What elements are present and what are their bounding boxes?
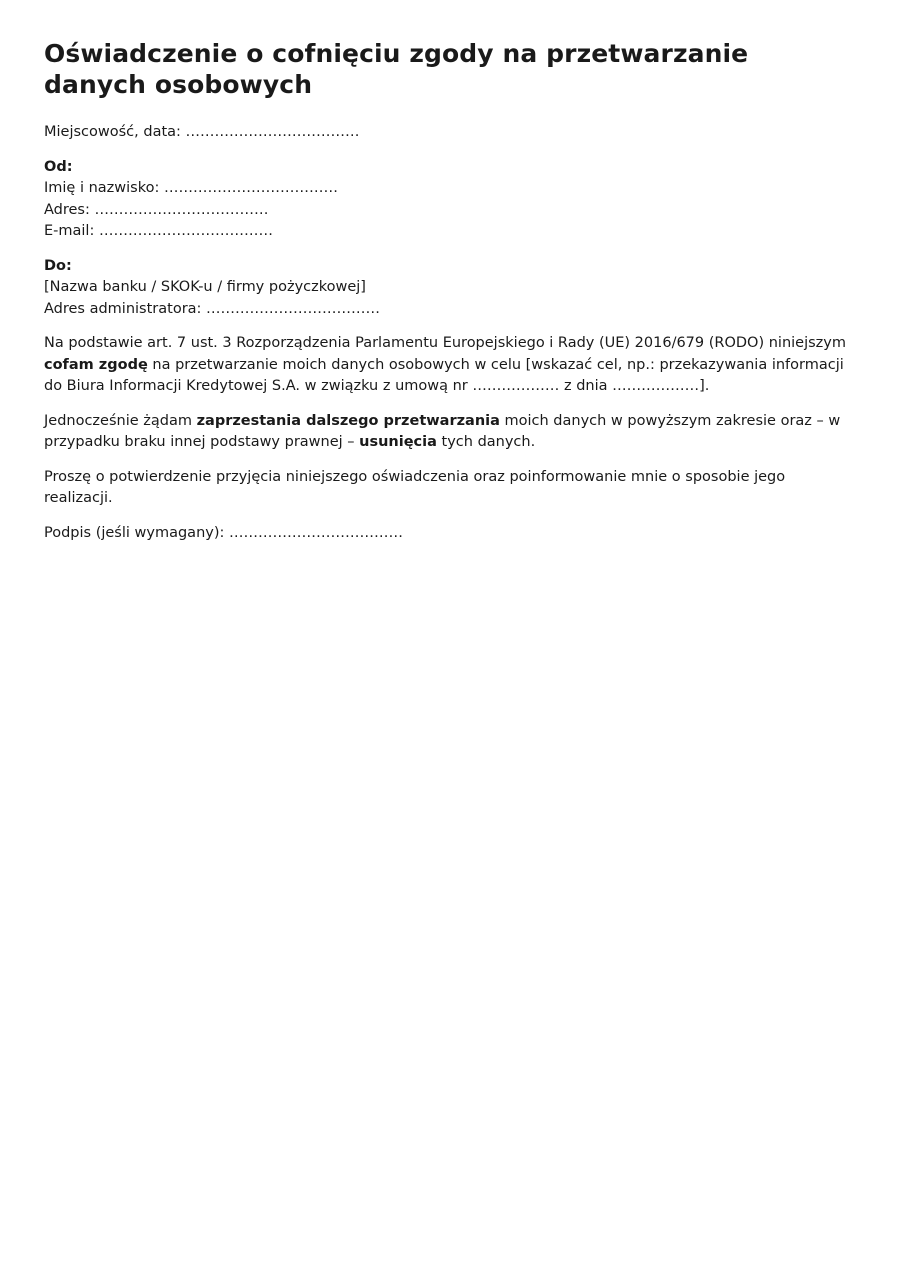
recipient-block [44,256,856,321]
demand-text-after: tych danych. [436,434,536,450]
demand-text-bold-delete: usunięcia [359,434,437,450]
demand-text-middle: moich danych w powyższym zakresie oraz – w przypadku braku innej podstawy prawnej – [44,412,841,450]
sender-name-line: Imię i nazwisko: ……………………………… [44,180,338,196]
recipient-address-line: Adres administratora: ……………………………… [44,300,381,317]
sender-email-line: E-mail: ……………………………… [44,223,273,239]
sender-block [44,157,856,243]
recipient-label: Do: [44,257,72,274]
recipient-name-line: [Nazwa banku / SKOK-u / firmy pożyczkowej] [44,279,366,295]
confirmation-request-paragraph: Proszę o potwierdzenie przyjęcia niniejszego oświadczenia oraz poinformowanie mnie o sposobie jego realizacji. [44,468,786,506]
processing-demand-paragraph [44,411,856,454]
sender-label: Od: [44,158,73,175]
place-date-line: Miejscowość, data: ……………………………… [44,124,360,140]
consent-withdrawal-paragraph [44,333,856,398]
signature-line: Podpis (jeśli wymagany): ……………………………… [44,524,403,541]
consent-text-bold: cofam zgodę [44,356,148,373]
consent-text-after: na przetwarzanie moich danych osobowych w celu [wskazać cel, np.: przekazywania informacji do Biura Informacji Kredytowej S.A. w związku z umową nr ……………… z dnia ………………]. [44,356,844,394]
demand-text-before: Jednocześnie żądam [44,412,197,429]
document-title: Oświadczenie o cofnięciu zgody na przetwarzanie danych osobowych [44,39,749,99]
demand-text-bold-stop: zaprzestania dalszego przetwarzania [196,412,500,429]
consent-text-before: Na podstawie art. 7 ust. 3 Rozporządzenia Parlamentu Europejskiego i Rady (UE) 2016/679 (RODO) niniejszym [44,335,846,351]
sender-address-line: Adres: ……………………………… [44,201,269,218]
